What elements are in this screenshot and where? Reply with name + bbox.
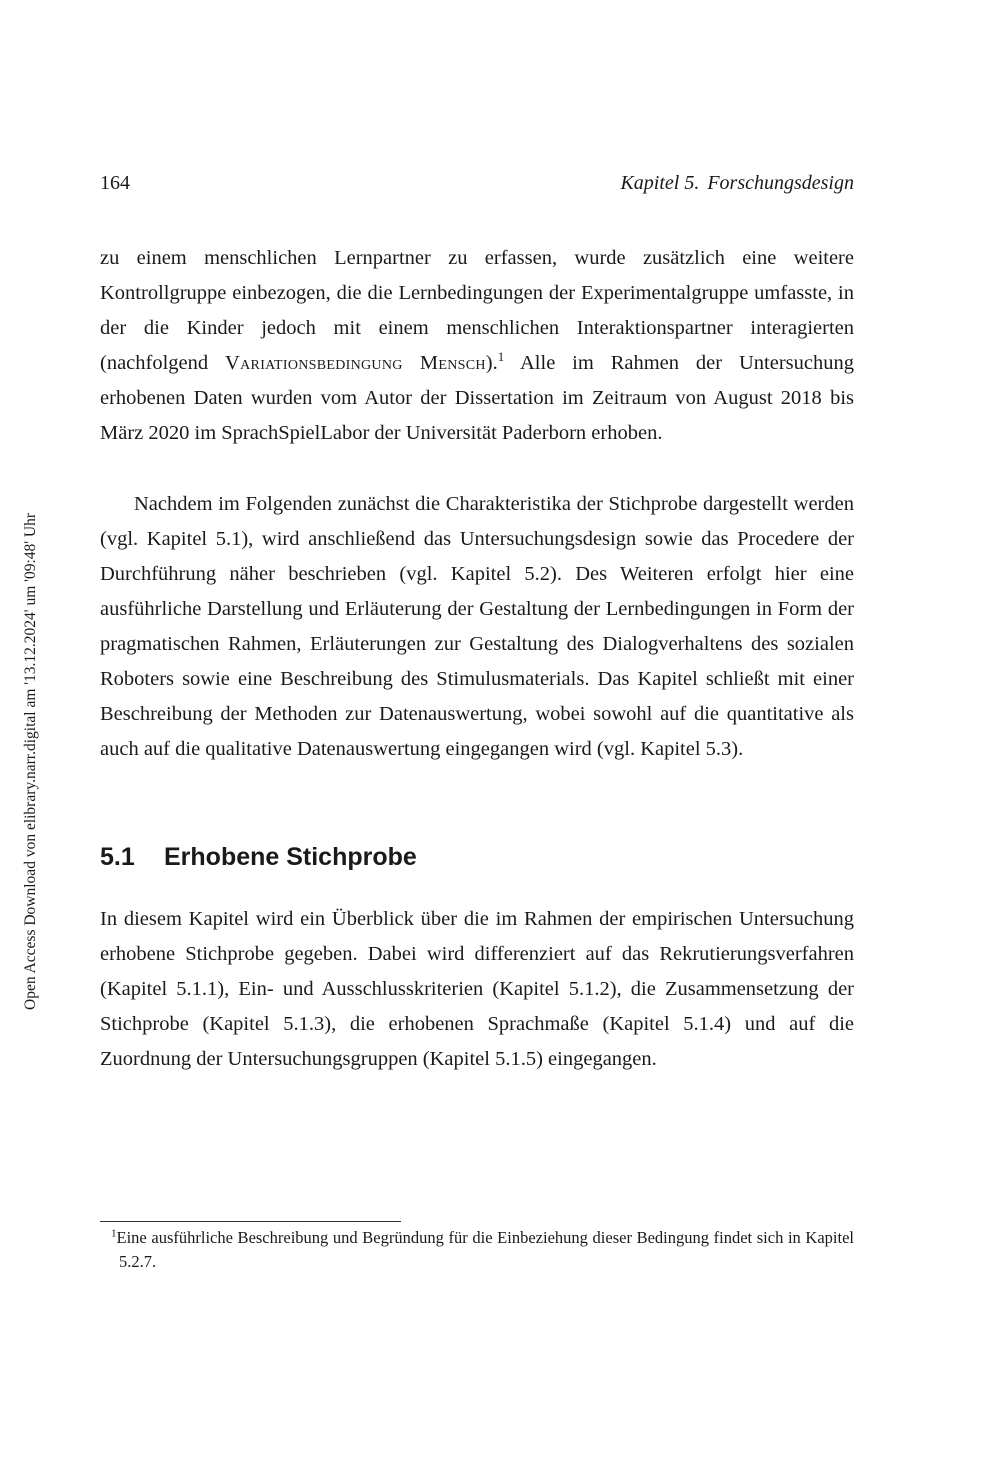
condition-name: Variationsbedingung Mensch <box>225 352 486 374</box>
running-header <box>620 170 854 196</box>
paragraph-overview: Nachdem im Folgenden zunächst die Charakteristika der Stichprobe dargestellt werden (vgl. Kapitel 5.1), wird anschließend das Untersuchungsdesign sowie das Procedere der Durchführung näher beschrieben (vgl. Kapitel 5.2). Des Weiteren erfolgt hier eine ausführliche Darstellung und Erläuterung der Gestaltung der Lernbedingungen in Form der pragmatischen Rahmen, Erläuterungen zur Gestaltung des Dialogverhaltens des sozialen Roboters sowie eine Beschreibung des Stimulusmaterials. Das Kapitel schließt mit einer Beschreibung der Methoden zur Datenauswertung, wobei sowohl auf die quantitative als auch auf die qualitative Datenauswertung eingegangen wird (vgl. Kapitel 5.3). <box>100 493 854 760</box>
section-heading <box>100 840 417 874</box>
footnote-reference[interactable]: 1 <box>497 349 505 365</box>
section-number: 5.1 <box>100 843 135 871</box>
footnote-number: 1 <box>111 1227 117 1240</box>
page-number: 164 <box>100 172 130 194</box>
footnote <box>100 1226 854 1274</box>
running-header-chapter: Kapitel 5. <box>620 172 700 194</box>
paragraph-intro-text-2: ). <box>485 352 498 374</box>
section-title: Erhobene Stichprobe <box>164 843 417 871</box>
footnote-text: Eine ausführliche Beschreibung und Begründung für die Einbeziehung dieser Bedingung findet sich in Kapitel 5.2.7. <box>116 1228 854 1271</box>
paragraph-intro <box>100 241 854 451</box>
access-watermark: Open Access Download von elibrary.narr.digital am '13.12.2024' um '09:48' Uhr <box>22 512 39 1010</box>
paragraph-section-intro: In diesem Kapitel wird ein Überblick über die im Rahmen der empirischen Untersuchung erhobene Stichprobe gegeben. Dabei wird differenziert auf das Rekrutierungsverfahren (Kapitel 5.1.1), Ein- und Ausschlusskriterien (Kapitel 5.1.2), die Zusammensetzung der Stichprobe (Kapitel 5.1.3), die erhobenen Sprachmaße (Kapitel 5.1.4) und auf die Zuordnung der Untersuchungsgruppen (Kapitel 5.1.5) eingegangen. <box>100 908 854 1070</box>
footnote-divider <box>100 1221 401 1222</box>
paragraph-intro-text-3: Alle im Rahmen der Untersuchung erhobenen Daten wurden vom Autor der Dissertation im Zeitraum von August 2018 bis März 2020 im SprachSpielLabor der Universität Paderborn erhoben. <box>100 352 854 444</box>
running-header-title: Forschungsdesign <box>707 172 854 194</box>
paragraph-intro-text: zu einem menschlichen Lernpartner zu erfassen, wurde zusätzlich eine weitere Kontrollgruppe einbezogen, die die Lernbedingungen der Experimentalgruppe umfasste, in der die Kinder jedoch mit einem menschlichen Interaktionspartner interagierten (nachfolgend <box>100 247 854 374</box>
